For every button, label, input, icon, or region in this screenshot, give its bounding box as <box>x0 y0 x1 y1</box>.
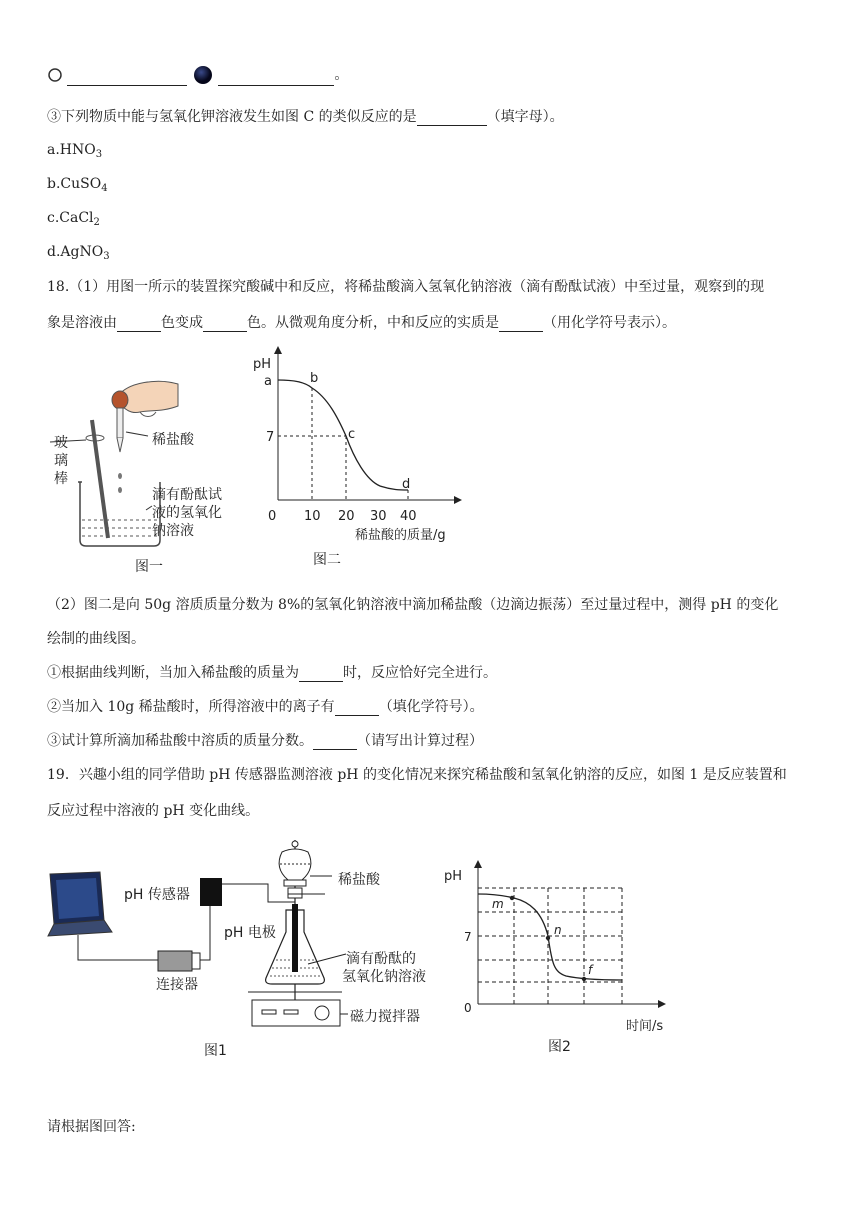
label-dilute-hcl: 稀盐酸 <box>152 432 194 448</box>
label-magnetic-stirrer: 磁力搅拌器 <box>350 1009 420 1025</box>
x-axis-label: 稀盐酸的质量/g <box>355 528 446 543</box>
q18-sub-text: ①根据曲线判断，当加入稀盐酸的质量为 <box>47 665 299 681</box>
figure-2-caption: 图二 <box>313 552 341 568</box>
filled-circle-icon <box>192 64 214 86</box>
q18-sub2 <box>47 696 484 716</box>
sentence-end: 。 <box>334 67 349 83</box>
label-connector: 连接器 <box>156 977 198 993</box>
label-solution-line: 钠溶液 <box>152 523 194 539</box>
option-subscript: 2 <box>93 217 100 228</box>
y-axis-label: pH <box>253 357 272 372</box>
label-glass-rod <box>54 434 68 488</box>
figure-q19-1-caption: 图1 <box>204 1043 227 1059</box>
option-a <box>47 142 102 160</box>
label-glass-rod-char: 玻 <box>54 435 68 451</box>
q18-text: 色变成 <box>161 315 203 331</box>
q19-line1: 19．兴趣小组的同学借助 pH 传感器监测溶液 pH 的变化情况来探究稀盐酸和氢氧化钠溶的反应，如图 1 是反应装置和 <box>47 767 787 783</box>
label-solution-line: 滴有酚酞的 <box>346 951 416 967</box>
label-glass-rod-char: 璃 <box>54 453 68 469</box>
answer-blank[interactable] <box>299 667 343 682</box>
label-solution-line: 液的氢氧化 <box>152 505 222 521</box>
q18-sub-text: （填化学符号）。 <box>378 699 484 715</box>
figure-1-apparatus <box>48 370 198 580</box>
figure-1-caption: 图一 <box>135 559 163 575</box>
q19-line2: 反应过程中溶液的 pH 变化曲线。 <box>47 803 260 819</box>
question-hint: （填字母）。 <box>486 109 564 125</box>
figure-q19-2-caption: 图2 <box>548 1039 571 1055</box>
answer-blank[interactable] <box>313 735 357 750</box>
label-glass-rod-char: 棒 <box>54 471 68 487</box>
x-tick: 30 <box>370 509 387 524</box>
point-label-a: a <box>264 374 272 389</box>
label-solution <box>152 486 222 540</box>
answer-blank[interactable] <box>67 71 187 86</box>
option-subscript: 4 <box>101 183 108 194</box>
y-tick-7: 7 <box>464 930 472 944</box>
point-label-m: m <box>492 897 504 911</box>
x-axis-label: 时间/s <box>626 1019 664 1034</box>
question-text: ③下列物质中能与氢氧化钾溶液发生如图 C 的类似反应的是 <box>47 109 417 125</box>
q18-text: 象是溶液由 <box>47 315 117 331</box>
q18-sub3 <box>47 730 483 750</box>
closing-prompt: 请根据图回答: <box>47 1119 136 1135</box>
origin-label: 0 <box>464 1001 472 1015</box>
answer-blank[interactable] <box>499 317 543 332</box>
sensor-box <box>200 878 222 906</box>
q18-sub-text: 时，反应恰好完全进行。 <box>343 665 497 681</box>
label-dilute-hcl-2: 稀盐酸 <box>338 872 380 888</box>
answer-blank[interactable] <box>117 317 161 332</box>
figure-q19-2-ph-chart <box>440 854 670 1044</box>
answer-blank[interactable] <box>335 701 379 716</box>
option-subscript: 3 <box>103 251 110 262</box>
circle-legend-row <box>47 64 348 86</box>
label-solution-line: 滴有酚酞试 <box>152 487 222 503</box>
point-label-c: c <box>348 427 356 442</box>
ph-curve <box>278 380 411 492</box>
x-tick: 40 <box>400 509 417 524</box>
x-tick: 10 <box>304 509 321 524</box>
point-f <box>582 977 586 981</box>
q18-sub-text: （请写出计算过程） <box>357 733 483 749</box>
q18-part2-line1: （2）图二是向 50g 溶质质量分数为 8%的氢氧化钠溶液中滴加稀盐酸（边滴边振荡）至过量过程中，测得 pH 的变化 <box>47 597 779 613</box>
option-label: d.AgNO <box>47 244 104 260</box>
q18-text: 色。从微观角度分析，中和反应的实质是 <box>247 315 499 331</box>
q18-part2-line2: 绘制的曲线图。 <box>47 631 145 647</box>
y-axis-label: pH <box>444 869 463 884</box>
point-label-f: f <box>588 963 593 977</box>
q18-line1: 18.（1）用图一所示的装置探究酸碱中和反应，将稀盐酸滴入氢氧化钠溶液（滴有酚酞试液）中至过量，观察到的现 <box>47 279 765 295</box>
point-n <box>546 936 550 940</box>
answer-blank[interactable] <box>218 71 334 86</box>
laptop-icon <box>48 872 112 936</box>
figure-2-ph-chart <box>250 340 475 550</box>
origin-label: 0 <box>268 509 277 524</box>
option-label: b.CuSO <box>47 176 102 192</box>
point-m <box>510 896 514 900</box>
label-solution-2 <box>342 950 426 986</box>
open-circle-icon <box>47 67 63 83</box>
q18-sub1 <box>47 662 497 682</box>
option-label: c.CaCl <box>47 210 94 226</box>
point-label-b: b <box>310 371 319 386</box>
label-ph-sensor: pH 传感器 <box>124 887 190 903</box>
q17-part3 <box>47 106 564 126</box>
label-ph-electrode: pH 电极 <box>224 925 276 941</box>
option-label: a.HNO <box>47 142 96 158</box>
label-solution-line: 氢氧化钠溶液 <box>342 969 426 985</box>
answer-blank[interactable] <box>417 111 487 126</box>
point-label-d: d <box>402 477 411 492</box>
y-tick-7: 7 <box>266 430 275 445</box>
q18-line2 <box>47 312 676 332</box>
answer-blank[interactable] <box>203 317 247 332</box>
option-d <box>47 244 110 262</box>
q18-sub-text: ③试计算所滴加稀盐酸中溶质的质量分数。 <box>47 733 313 749</box>
option-c <box>47 210 100 228</box>
connector-box <box>158 951 192 971</box>
option-b <box>47 176 108 194</box>
point-label-n: n <box>554 923 562 937</box>
q18-text: （用化学符号表示）。 <box>543 315 676 331</box>
q18-sub-text: ②当加入 10g 稀盐酸时，所得溶液中的离子有 <box>47 699 335 715</box>
x-tick: 20 <box>338 509 355 524</box>
option-subscript: 3 <box>95 149 103 160</box>
